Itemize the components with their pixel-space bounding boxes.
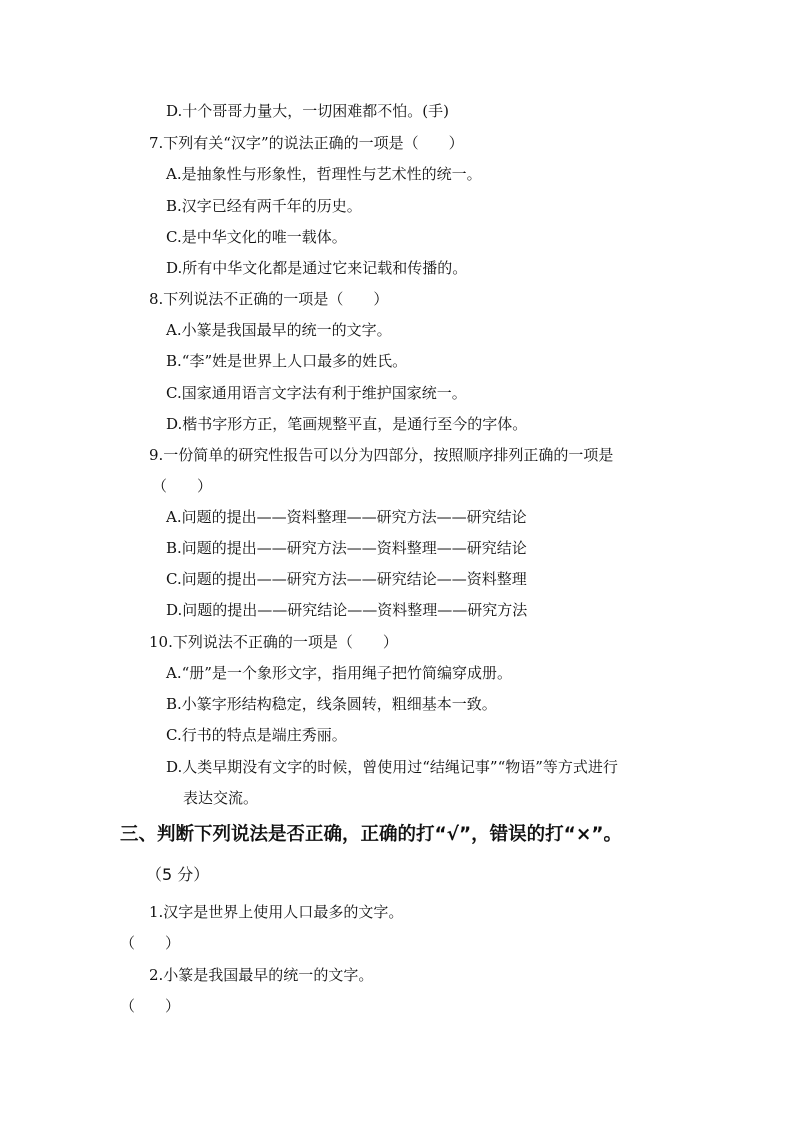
q10-option-d: D.人类早期没有文字的时候，曾使用过“结绳记事”“物语”等方式进行 [166, 758, 618, 776]
q6-option-d: D.十个哥哥力量大，一切困难都不怕。(手) [166, 102, 449, 120]
q9-stem: 9.一份简单的研究性报告可以分为四部分，按照顺序排列正确的一项是 [149, 446, 614, 464]
q8-option-d: D.楷书字形方正，笔画规整平直，是通行至今的字体。 [166, 415, 528, 433]
q9-option-d: D.问题的提出——研究结论——资料整理——研究方法 [166, 601, 528, 619]
q10-option-a: A.“册”是一个象形文字，指用绳子把竹简编穿成册。 [166, 664, 512, 682]
q9-option-a: A.问题的提出——资料整理——研究方法——研究结论 [166, 508, 527, 526]
q8-option-a: A.小篆是我国最早的统一的文字。 [166, 321, 392, 339]
q7-option-a: A.是抽象性与形象性，哲理性与艺术性的统一。 [166, 165, 482, 183]
q7-option-d: D.所有中华文化都是通过它来记载和传播的。 [166, 259, 468, 277]
q8-option-b: B.“李”姓是世界上人口最多的姓氏。 [166, 352, 408, 370]
q10-option-d-continued: 表达交流。 [183, 789, 259, 807]
q8-stem: 8.下列说法不正确的一项是（ ） [149, 290, 389, 308]
q7-stem: 7.下列有关“汉字”的说法正确的一项是（ ） [149, 134, 464, 152]
q7-option-c: C.是中华文化的唯一载体。 [166, 228, 347, 246]
judge-q1-blank: （ ） [120, 934, 181, 952]
section-3-score: （5 分） [146, 865, 210, 884]
q10-stem: 10.下列说法不正确的一项是（ ） [149, 633, 398, 651]
q9-answer-blank: （ ） [152, 477, 213, 495]
q7-option-b: B.汉字已经有两千年的历史。 [166, 197, 362, 215]
q8-option-c: C.国家通用语言文字法有利于维护国家统一。 [166, 384, 467, 402]
judge-q1: 1.汉字是世界上使用人口最多的文字。 [149, 903, 404, 921]
q10-option-b: B.小篆字形结构稳定，线条圆转，粗细基本一致。 [166, 695, 497, 713]
q9-option-c: C.问题的提出——研究方法——研究结论——资料整理 [166, 570, 527, 588]
judge-q2: 2.小篆是我国最早的统一的文字。 [149, 966, 374, 984]
q9-option-b: B.问题的提出——研究方法——资料整理——研究结论 [166, 539, 527, 557]
q10-option-c: C.行书的特点是端庄秀丽。 [166, 726, 347, 744]
section-3-heading: 三、判断下列说法是否正确，正确的打“√”，错误的打“×”。 [120, 824, 622, 845]
judge-q2-blank: （ ） [120, 997, 181, 1015]
